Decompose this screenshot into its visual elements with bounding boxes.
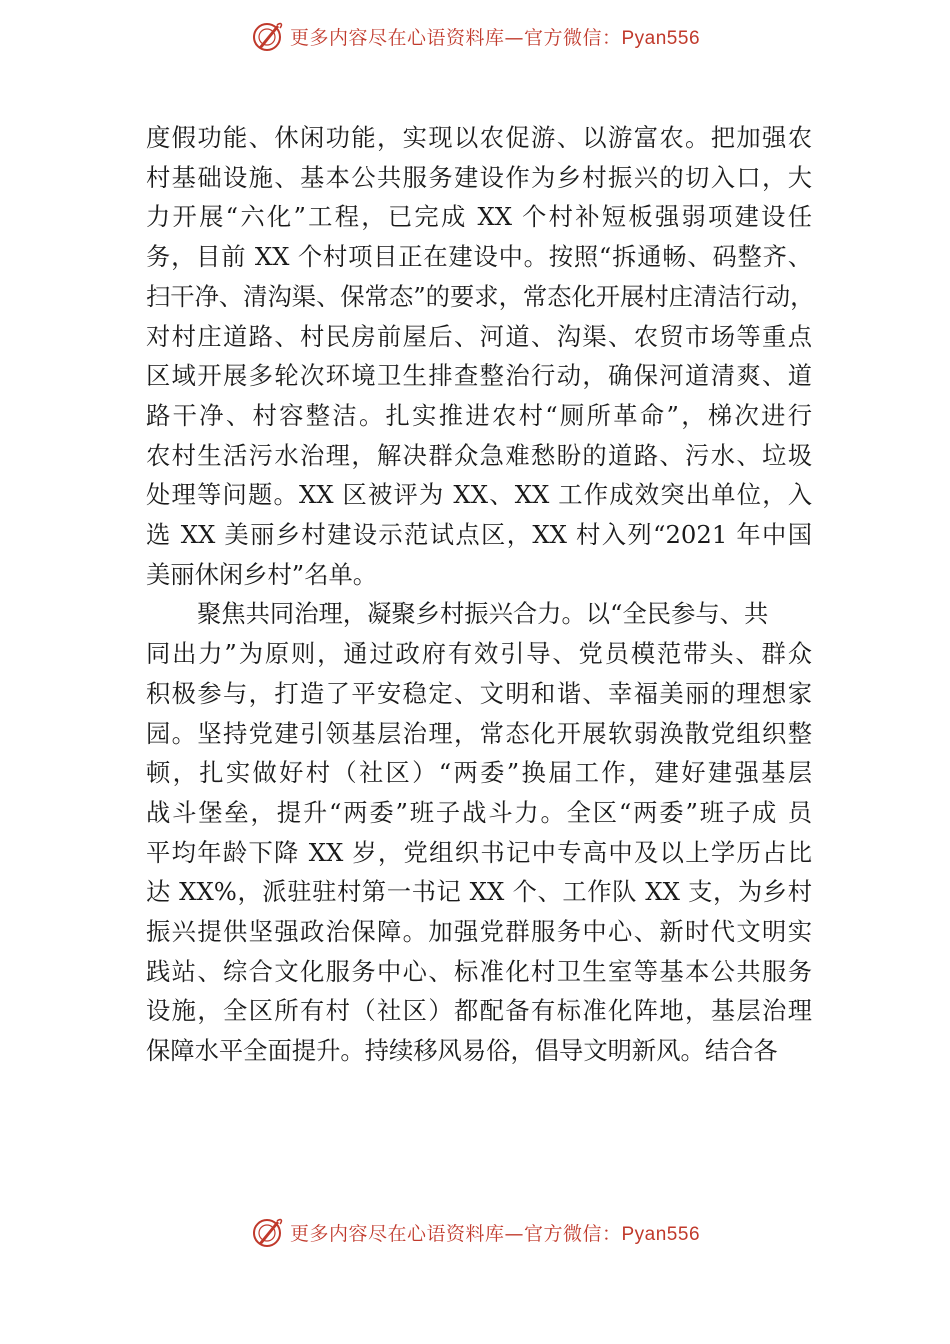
text-line: 美丽休闲乡村”名单。: [146, 559, 378, 589]
text-line: 平均年龄下降 XX 岁，党组织书记中专高中及以上学历占比: [146, 837, 812, 867]
header-banner: [0, 14, 950, 58]
text-line: 顿，扎实做好村（社区）“两委”换届工作，建好建强基层: [146, 758, 812, 788]
text-line: 振兴提供坚强政治保障。加强党群服务中心、新时代文明实: [146, 917, 812, 947]
text-line: 力开展“六化”工程，已完成 XX 个村补短板强弱项建设任: [146, 202, 812, 232]
document-body: [146, 118, 815, 1071]
text-line: 度假功能、休闲功能，实现以农促游、以游富农。把加强农: [146, 123, 812, 152]
text-line: 积极参与，打造了平安稳定、文明和谐、幸福美丽的理想家: [146, 678, 812, 708]
text-line: 扫干净、清沟渠、保常态”的要求，常态化开展村庄清洁行动，: [146, 281, 815, 311]
footer-banner: [0, 1210, 950, 1254]
text-line: 达 XX%，派驻驻村第一书记 XX 个、工作队 XX 支，为乡村: [146, 877, 812, 907]
text-line: 践站、综合文化服务中心、标准化村卫生室等基本公共服务: [146, 956, 812, 986]
quill-seal-icon: [250, 1215, 284, 1249]
text-line: 区域开展多轮次环境卫生排查整治行动，确保河道清爽、道: [146, 361, 812, 391]
text-line: 农村生活污水治理，解决群众急难愁盼的道路、污水、垃圾: [146, 440, 812, 470]
header-banner-text: [290, 23, 700, 50]
text-line: 务，目前 XX 个村项目正在建设中。按照“拆通畅、码整齐、: [146, 242, 812, 272]
footer-wechat-id: Pyan556: [621, 1223, 701, 1245]
text-line: 选 XX 美丽乡村建设示范试点区，XX 村入列“2021 年中国: [146, 520, 812, 550]
quill-seal-icon: [250, 19, 284, 53]
footer-banner-text: [290, 1219, 700, 1246]
text-line: 处理等问题。XX 区被评为 XX、XX 工作成效突出单位，入: [146, 480, 812, 510]
header-wechat-id: Pyan556: [621, 27, 701, 49]
text-line: 聚焦共同治理，凝聚乡村振兴合力。以“全民参与、共: [197, 599, 769, 629]
text-line: 设施，全区所有村（社区）都配备有标准化阵地，基层治理: [146, 996, 812, 1026]
text-line: 村基础设施、基本公共服务建设作为乡村振兴的切入口，大: [146, 162, 812, 192]
text-line: 保障水平全面提升。持续移风易俗，倡导文明新风。结合各: [146, 1036, 778, 1066]
paragraph-2: [146, 594, 812, 1070]
text-line: 路干净、村容整洁。扎实推进农村“厕所革命”，梯次进行: [146, 400, 812, 430]
text-line: 战斗堡垒，提升“两委”班子战斗力。全区“两委”班子成 员: [146, 797, 812, 827]
header-banner-label: 更多内容尽在心语资料库—官方微信：: [289, 26, 622, 49]
paragraph-1: [146, 118, 815, 594]
text-line: 对村庄道路、村民房前屋后、河道、沟渠、农贸市场等重点: [146, 321, 812, 351]
text-line: 园。坚持党建引领基层治理，常态化开展软弱涣散党组织整: [146, 718, 812, 748]
footer-banner-label: 更多内容尽在心语资料库—官方微信：: [289, 1222, 622, 1245]
text-line: 同出力”为原则，通过政府有效引导、党员模范带头、群众: [146, 639, 812, 669]
